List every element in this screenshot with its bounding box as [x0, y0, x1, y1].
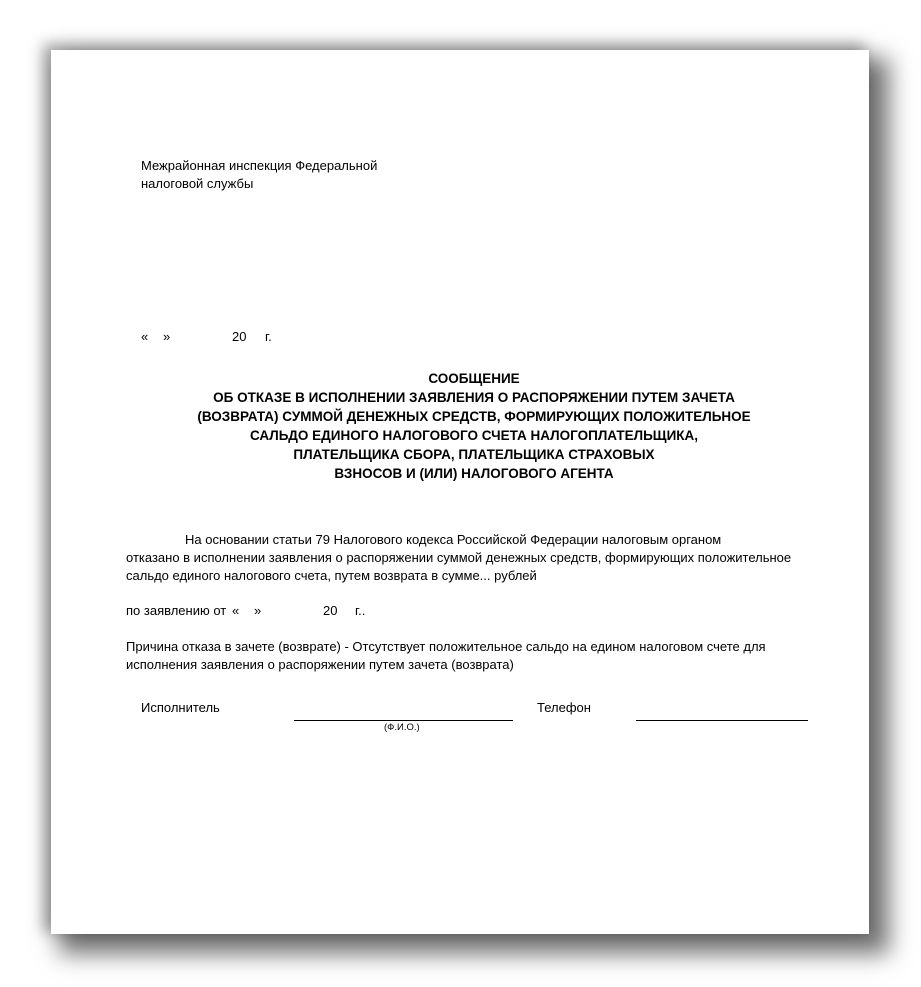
- application-year-suffix: г..: [355, 603, 366, 618]
- title-line: САЛЬДО ЕДИНОГО НАЛОГОВОГО СЧЕТА НАЛОГОПЛАТЕЛЬЩИКА,: [249, 428, 699, 443]
- title-line: ПЛАТЕЛЬЩИКА СБОРА, ПЛАТЕЛЬЩИКА СТРАХОВЫХ: [293, 447, 655, 462]
- application-close-quote: »: [254, 603, 262, 618]
- application-year: 20: [323, 603, 338, 618]
- date-year-suffix: г.: [265, 329, 272, 344]
- date-open-quote: «: [141, 329, 149, 344]
- phone-label: Телефон: [537, 700, 591, 715]
- title-line: (ВОЗВРАТА) СУММОЙ ДЕНЕЖНЫХ СРЕДСТВ, ФОРМИРУЮЩИХ ПОЛОЖИТЕЛЬНОЕ: [197, 409, 751, 424]
- application-open-quote: «: [232, 603, 240, 618]
- title-line: ОБ ОТКАЗЕ В ИСПОЛНЕНИИ ЗАЯВЛЕНИЯ О РАСПОРЯЖЕНИИ ПУТЕМ ЗАЧЕТА: [213, 390, 735, 405]
- body-line-3: сальдо единого налогового счета, путем возврата в сумме... рублей: [126, 568, 537, 583]
- authority-line-2: налоговой службы: [141, 176, 254, 191]
- tax-authority-name: [141, 157, 377, 193]
- phone-line: [636, 720, 808, 721]
- refusal-reason-line-2: исполнения заявления о распоряжении путем зачета (возврата): [126, 657, 514, 672]
- document-page: [51, 50, 869, 934]
- body-line-2: отказано в исполнении заявления о распоряжении суммой денежных средств, формирующих положительное: [126, 550, 792, 565]
- fio-caption: (Ф.И.О.): [384, 722, 420, 733]
- executor-label: Исполнитель: [141, 700, 220, 715]
- title-line: СООБЩЕНИЕ: [428, 371, 520, 386]
- executor-signature-line: [294, 720, 513, 721]
- body-line-1: На основании статьи 79 Налогового кодекса Российской Федерации налоговым органом: [185, 532, 722, 547]
- document-title: [51, 369, 897, 483]
- date-close-quote: »: [163, 329, 171, 344]
- date-year: 20: [232, 329, 247, 344]
- refusal-reason-line-1: Причина отказа в зачете (возврате) - Отсутствует положительное сальдо на едином налоговом счете для: [126, 639, 766, 654]
- application-prefix: по заявлению от: [126, 603, 227, 618]
- title-line: ВЗНОСОВ И (ИЛИ) НАЛОГОВОГО АГЕНТА: [334, 466, 614, 481]
- authority-line-1: Межрайонная инспекция Федеральной: [141, 158, 378, 173]
